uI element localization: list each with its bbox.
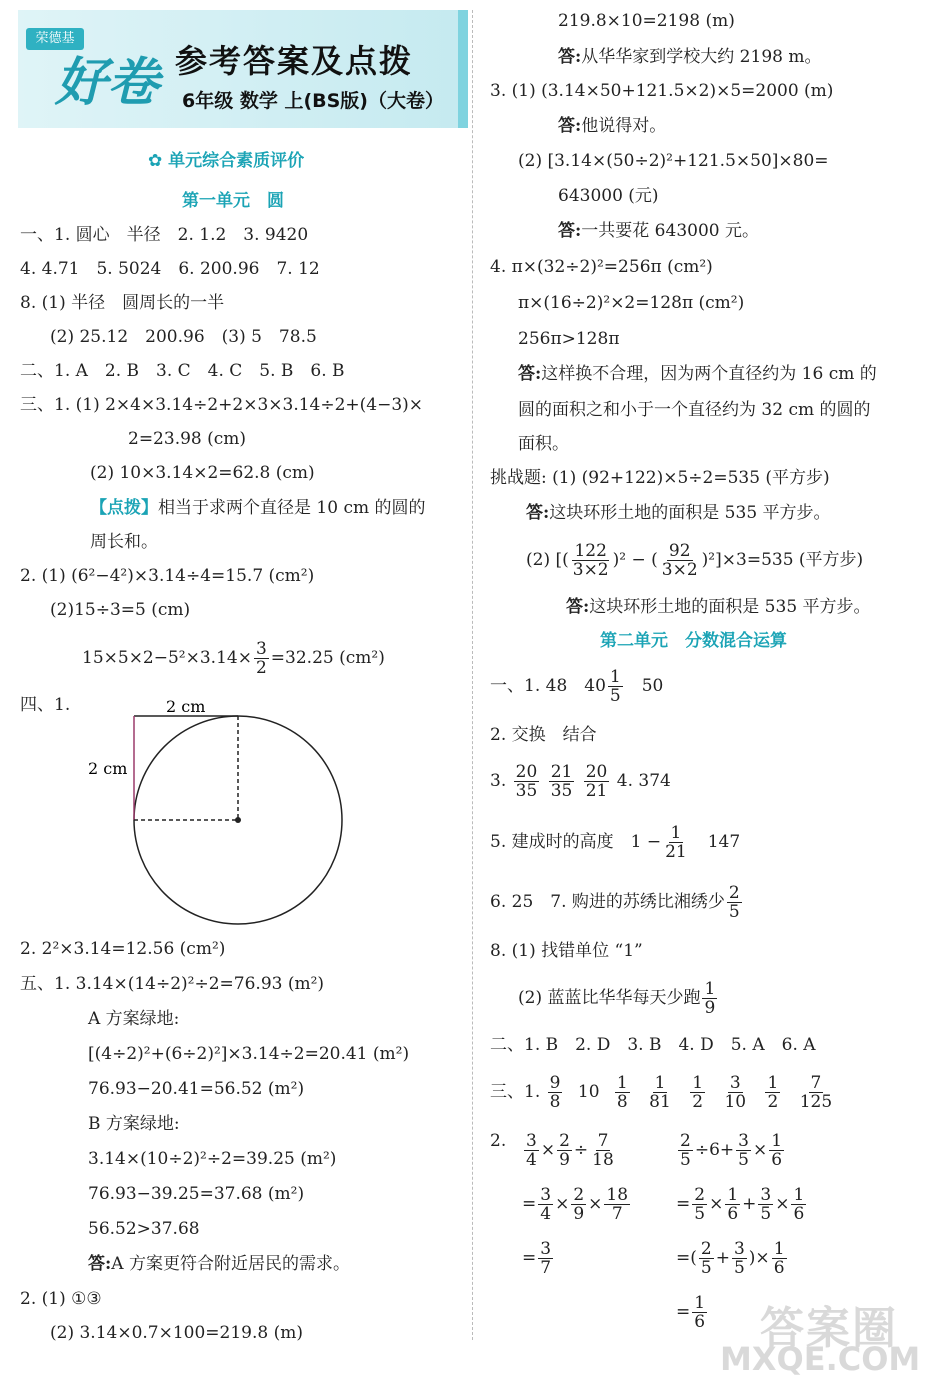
brand-tag: 荣德基 [26,28,84,50]
fraction: $\frac{7}{18}$ [592,1131,614,1170]
line: (2) 25.12 200.96 (3) 5 78.5 [50,327,317,347]
calc-step [522,1128,618,1172]
banner-edge [458,10,468,128]
answer-line: 答:从华华家到学校大约 2198 m。 [558,47,822,67]
line: 圆的面积之和小于一个直径约为 32 cm 的圆的 [518,400,871,420]
calc-step [676,1128,786,1172]
page-title: 参考答案及点拨 [175,42,414,80]
tip-label: 【点拨】 [90,498,158,518]
line: 256π>128π [518,329,620,349]
calc-step [676,1236,789,1280]
circle-figure [80,695,360,930]
fraction: $\frac{2}{5}$ [680,1131,691,1170]
line: B 方案绿地: [88,1114,180,1134]
fraction: $\frac{3}{5}$ [760,1185,772,1224]
calc-step [522,1182,632,1226]
operator: × [540,1140,556,1160]
line: 219.8×10=2198 (m) [558,11,735,31]
line: 面积。 [518,434,569,454]
u2-q2-label: 2. [490,1131,507,1151]
challenge-line: 挑战题: (1) (92+122)×5÷2=535 (平方步) [490,468,830,488]
line: 3. (1) (3.14×50+121.5×2)×5=2000 (m) [490,81,834,101]
line: 三、1. (1) 2×4×3.14÷2+2×3×3.14÷2+(4−3)× [20,395,424,415]
tip-line: 【点拨】相当于求两个直径是 10 cm 的圆的 [90,498,426,518]
operator: =( [676,1248,697,1268]
line: 二、1. A 2. B 3. C 4. C 5. B 6. B [20,361,345,381]
operator: + [715,1248,730,1268]
operator: = [676,1302,691,1322]
answer-line: 答:他说得对。 [558,116,667,136]
unit1-title: 第一单元 圆 [182,191,284,211]
fraction: $\frac{3}{7}$ [540,1239,552,1278]
fraction: $\frac{1}{6}$ [773,1239,785,1278]
answer-line: 答:这块环形土地的面积是 535 平方步。 [526,503,831,523]
fraction: $\frac{2}{5}$ [700,1239,712,1278]
line: π×(16÷2)²×2=128π (cm²) [518,293,745,313]
fraction: $\frac{122}{3\times 2}$ [572,541,609,580]
line: 76.93−39.25=37.68 (m²) [88,1184,305,1204]
line: 4. π×(32÷2)²=256π (cm²) [490,257,713,277]
side-label: 2 cm [88,759,128,778]
line: 56.52>37.68 [88,1219,200,1239]
operator: × [752,1140,768,1160]
u2-q3: 3. $\frac{20}{35}$ $\frac{21}{35}$ $\frac{20}{21}$ 4. 374 [490,762,671,801]
fraction: $\frac{2}{9}$ [559,1131,570,1170]
fraction: $\frac{92}{3\times 2}$ [661,541,698,580]
operator: × [775,1194,790,1214]
section-title: ✿ 单元综合素质评价 [148,151,305,171]
page-subtitle: 6年级 数学 上(BS版)（大卷） [182,90,444,112]
u2-q1: 一、1. 48 40 $\frac{1}{5}$ 50 [490,667,664,706]
watermark-top: 答案圈 [760,1303,898,1354]
fraction: $\frac{3}{5}$ [738,1131,749,1170]
operator: = [522,1248,537,1268]
top-label: 2 cm [166,697,206,716]
fraction: $\frac{3}{2}$ [255,639,267,678]
formula-line: 15×5×2−5²×3.14× $\frac{3}{2}$ =32.25 (cm²) [82,639,385,678]
calc-step [676,1182,808,1226]
calc-step [522,1236,555,1280]
logo: 好卷 [55,53,160,113]
u2-q8b: (2) 蓝蓝比华华每天少跑 $\frac{1}{9}$ [518,979,716,1018]
fraction: $\frac{1}{6}$ [694,1293,706,1332]
line: 一、1. 圆心 半径 2. 1.2 3. 9420 [20,225,309,245]
line: 3.14×(10÷2)²÷2=39.25 (m²) [88,1149,337,1169]
fraction: $\frac{3}{4}$ [540,1185,552,1224]
operator: × [709,1194,724,1214]
u2-q2: 2. 交换 结合 [490,725,597,745]
challenge-formula: (2) [( $\frac{122}{3\times 2}$ )² − ( $\frac{92}{3\times 2}$ )²]×3=535 (平方步) [526,541,864,580]
line: A 方案绿地: [88,1009,180,1029]
operator: × [588,1194,603,1214]
answer-line: 答:一共要花 643000 元。 [558,221,759,241]
answer-label: 答: [88,1254,112,1274]
fraction: $\frac{1}{6}$ [793,1185,805,1224]
center-point [235,817,241,823]
line: 周长和。 [90,532,158,552]
fraction: $\frac{2}{9}$ [573,1185,585,1224]
u2-q5: 5. 建成时的高度 1 − $\frac{1}{21}$ 147 [490,823,741,862]
calc-step [676,1290,709,1334]
answer-line: 答:这块环形土地的面积是 535 平方步。 [566,597,871,617]
operator: ÷ [573,1140,589,1160]
line: [(4÷2)²+(6÷2)²]×3.14÷2=20.41 (m²) [88,1044,410,1064]
line: (2) 3.14×0.7×100=219.8 (m) [50,1323,304,1343]
operator: )× [748,1248,770,1268]
u2-q8a: 8. (1) 找错单位 “1” [490,941,643,961]
column-divider [472,10,473,1340]
line: 643000 (元) [558,186,659,206]
operator: = [676,1194,691,1214]
line: 76.93−20.41=56.52 (m²) [88,1079,305,1099]
line: 4. 4.71 5. 5024 6. 200.96 7. 12 [20,259,320,279]
paw-icon: ✿ [148,151,163,171]
line: 2. (1) ①③ [20,1289,102,1309]
answer-line: 答:A 方案更符合附近居民的需求。 [88,1254,350,1274]
u2-part2: 二、1. B 2. D 3. B 4. D 5. A 6. A [490,1035,816,1055]
fraction: $\frac{1}{6}$ [771,1131,783,1170]
unit2-title: 第二单元 分数混合运算 [600,631,787,651]
operator: + [742,1194,757,1214]
line: 2=23.98 (cm) [128,429,247,449]
line: 2. (1) (6²−4²)×3.14÷4=15.7 (cm²) [20,566,315,586]
line: 8. (1) 半径 圆周长的一半 [20,293,225,313]
fraction: $\frac{3}{5}$ [733,1239,745,1278]
line: 四、1. [20,695,71,715]
operator: = [522,1194,537,1214]
line: (2) 10×3.14×2=62.8 (cm) [90,463,315,483]
line: 五、1. 3.14×(14÷2)²÷2=76.93 (m²) [20,974,325,994]
u2-q67: 6. 25 7. 购进的苏绣比湘绣少 $\frac{2}{5}$ [490,883,740,922]
watermark-bottom: MXQE.COM [720,1340,921,1378]
answer-line: 答:这样换不合理，因为两个直径约为 16 cm 的 [518,364,877,384]
line: 2. 2²×3.14=12.56 (cm²) [20,939,226,959]
fraction: $\frac{3}{4}$ [526,1131,537,1170]
fraction: $\frac{1}{6}$ [727,1185,739,1224]
operator: × [555,1194,570,1214]
fraction: $\frac{18}{7}$ [606,1185,629,1224]
line: (2)15÷3=5 (cm) [50,600,191,620]
fraction: $\frac{2}{5}$ [694,1185,706,1224]
u2-part3: 三、1. $\frac{9}{8}$ 10 $\frac{1}{8}$ $\frac{1}{81}$ $\frac{1}{2}$ $\frac{3}{10}$ $\frac{1}{2}$ $\frac{7}{125}$ [490,1073,833,1112]
operator: ÷6+ [694,1140,735,1160]
line: (2) [3.14×(50÷2)²+121.5×50]×80= [518,151,829,171]
